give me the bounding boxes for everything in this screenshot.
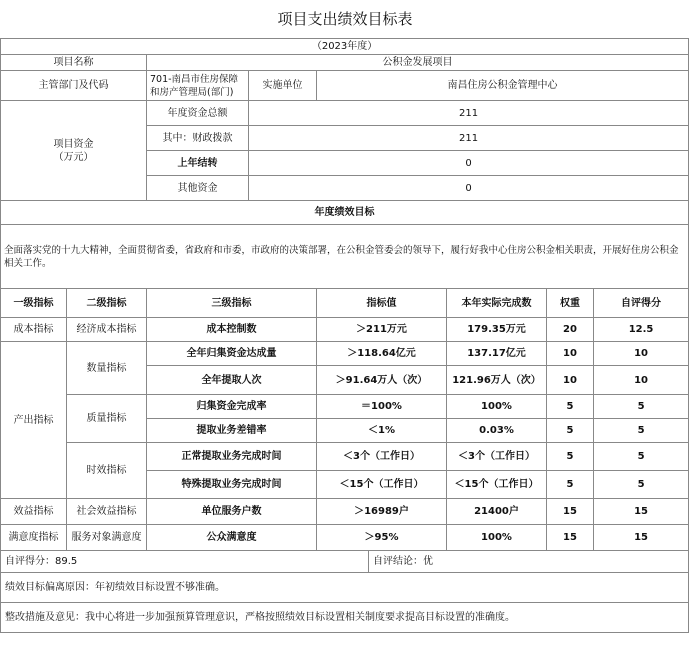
impl-label: 实施单位: [249, 71, 317, 101]
indicator-target: ＜15个（工作日）: [317, 471, 447, 499]
indicator-weight: 10: [547, 342, 594, 366]
indicator-weight: 5: [547, 395, 594, 419]
col-level1: 一级指标: [1, 289, 67, 318]
group-quantity: 数量指标: [67, 342, 147, 395]
indicator-actual: 179.35万元: [447, 318, 547, 342]
self-conclusion: 自评结论：优: [369, 551, 689, 573]
indicator-target: ＜1%: [317, 419, 447, 443]
indicator-target: ＞91.64万人（次）: [317, 366, 447, 395]
indicator-target: ＞16989户: [317, 499, 447, 525]
performance-table: [0, 38, 689, 633]
indicator-actual: 0.03%: [447, 419, 547, 443]
indicator-weight: 5: [547, 471, 594, 499]
dept-label: 主管部门及代码: [1, 71, 147, 101]
indicator-score: 15: [594, 525, 689, 551]
indicator-name: 提取业务差错率: [147, 419, 317, 443]
self-score: 自评得分：89.5: [1, 551, 369, 573]
col-target: 指标值: [317, 289, 447, 318]
indicator-name: 全年提取人次: [147, 366, 317, 395]
group-cost: 成本指标: [1, 318, 67, 342]
impl-value: 南昌住房公积金管理中心: [317, 71, 689, 101]
indicator-name: 正常提取业务完成时间: [147, 443, 317, 471]
funds-other-label: 其他资金: [147, 176, 249, 201]
indicator-name: 全年归集资金达成量: [147, 342, 317, 366]
indicator-weight: 5: [547, 419, 594, 443]
indicator-actual: ＜3个（工作日）: [447, 443, 547, 471]
col-level2: 二级指标: [67, 289, 147, 318]
indicator-weight: 15: [547, 499, 594, 525]
improvement-measures: 整改措施及意见：我中心将进一步加强预算管理意识，严格按照绩效目标设置相关制度要求提高目标设置的准确度。: [1, 603, 689, 633]
funds-total-label: 年度资金总额: [147, 101, 249, 126]
group-cost-econ: 经济成本指标: [67, 318, 147, 342]
indicator-weight: 5: [547, 443, 594, 471]
indicator-actual: 100%: [447, 525, 547, 551]
indicator-name: 成本控制数: [147, 318, 317, 342]
indicator-target: ＞118.64亿元: [317, 342, 447, 366]
year-label: （2023年度）: [1, 39, 689, 55]
funds-fiscal-label: 其中：财政拨款: [147, 126, 249, 151]
indicator-actual: 100%: [447, 395, 547, 419]
group-social: 社会效益指标: [67, 499, 147, 525]
dept-value: 701-南昌市住房保障和房产管理局(部门): [147, 71, 249, 101]
indicator-score: 12.5: [594, 318, 689, 342]
goal-heading: 年度绩效目标: [1, 201, 689, 225]
indicator-target: ＞95%: [317, 525, 447, 551]
funds-label: 项目资金 （万元）: [1, 101, 147, 201]
group-service-sat: 服务对象满意度: [67, 525, 147, 551]
funds-total-value: 211: [249, 101, 689, 126]
indicator-score: 10: [594, 366, 689, 395]
indicator-actual: 121.96万人（次）: [447, 366, 547, 395]
col-score: 自评得分: [594, 289, 689, 318]
indicator-actual: 137.17亿元: [447, 342, 547, 366]
indicator-name: 单位服务户数: [147, 499, 317, 525]
indicator-weight: 10: [547, 366, 594, 395]
funds-fiscal-value: 211: [249, 126, 689, 151]
indicator-score: 5: [594, 419, 689, 443]
group-benefit: 效益指标: [1, 499, 67, 525]
indicator-target: ＜3个（工作日）: [317, 443, 447, 471]
indicator-weight: 20: [547, 318, 594, 342]
col-level3: 三级指标: [147, 289, 317, 318]
col-actual: 本年实际完成数: [447, 289, 547, 318]
project-name: 公积金发展项目: [147, 55, 689, 71]
funds-carryover-label: 上年结转: [147, 151, 249, 176]
indicator-target: ＞211万元: [317, 318, 447, 342]
indicator-score: 5: [594, 395, 689, 419]
page-title: 项目支出绩效目标表: [277, 10, 413, 28]
indicator-actual: 21400户: [447, 499, 547, 525]
group-satisfaction: 满意度指标: [1, 525, 67, 551]
indicator-score: 15: [594, 499, 689, 525]
indicator-score: 10: [594, 342, 689, 366]
goal-text: 全面落实党的十九大精神，全面贯彻省委，省政府和市委，市政府的决策部署，在公积金管委会的领导下，履行好我中心住房公积金相关职责，开展好住房公积金相关工作。: [1, 225, 689, 289]
project-name-label: 项目名称: [1, 55, 147, 71]
indicator-target: ＝100%: [317, 395, 447, 419]
group-timeliness: 时效指标: [67, 443, 147, 499]
funds-carryover-value: 0: [249, 151, 689, 176]
funds-other-value: 0: [249, 176, 689, 201]
deviation-reason: 绩效目标偏离原因：年初绩效目标设置不够准确。: [1, 573, 689, 603]
col-weight: 权重: [547, 289, 594, 318]
indicator-weight: 15: [547, 525, 594, 551]
group-quality: 质量指标: [67, 395, 147, 443]
indicator-actual: ＜15个（工作日）: [447, 471, 547, 499]
indicator-name: 归集资金完成率: [147, 395, 317, 419]
indicator-score: 5: [594, 443, 689, 471]
indicator-name: 特殊提取业务完成时间: [147, 471, 317, 499]
indicator-score: 5: [594, 471, 689, 499]
indicator-name: 公众满意度: [147, 525, 317, 551]
group-output: 产出指标: [1, 342, 67, 499]
